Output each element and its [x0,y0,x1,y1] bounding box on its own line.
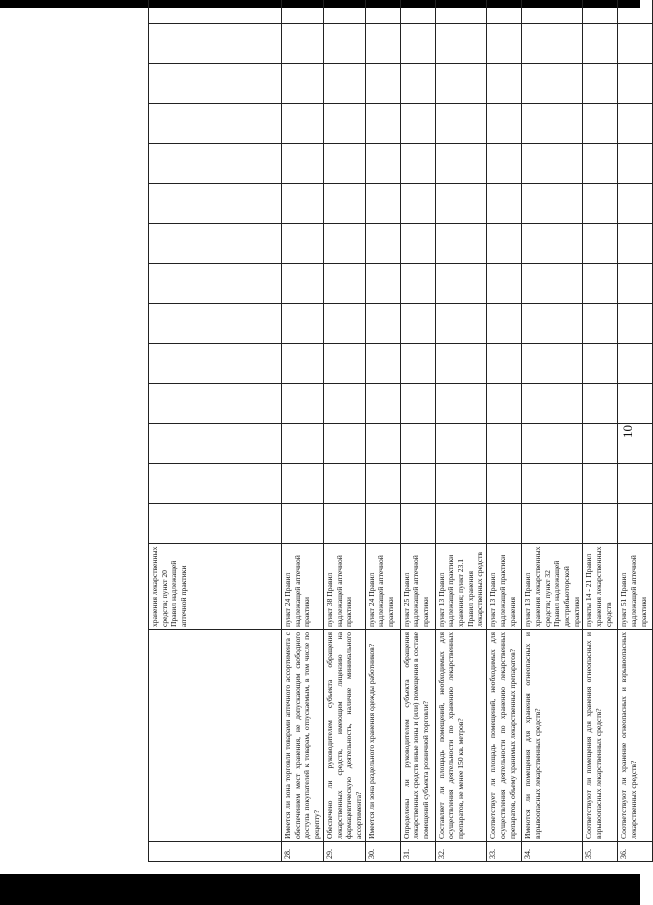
continuation-reference: хранения лекарственных средств; пункт 20 Правил надлежащей аптечной практики [149,544,282,630]
table-row [323,0,365,862]
row-number: 33. [487,842,522,862]
row-number: 35. [583,842,618,862]
row-reference: пункт 13 Правил хранения лекарственных средств; пункт 32 Правил надлежащей дистрибьюторской практики [522,544,583,630]
row-reference: пункт 38 Правил надлежащей аптечной практики [323,544,365,630]
table-row-continuation [149,0,282,862]
table-row [522,0,583,862]
row-number: 34. [522,842,583,862]
page-number: 10 [620,425,635,438]
row-question: Имеется ли зона раздельного хранения одежды работников? [365,630,400,842]
table-row [435,0,487,862]
row-question: Соответствуют ли помещения для хранения огнеопасных и взрывоопасных лекарственных средств? [583,630,618,842]
table-row [487,0,522,862]
table-row [583,0,618,862]
row-question: Обеспечено ли руководителем субъекта обращения лекарственных средств, имеющим лицензию на фармацевтическую деятельность, наличие минимального ассортимента? [323,630,365,842]
row-number: 29. [323,842,365,862]
row-question: Имеется ли зона торговли товарами аптечного ассортимента с обеспечением мест хранения, не допускающим свободного доступа покупателей к товарам, отпускаемым, в том числе по рецепту? [282,630,324,842]
table-row [618,0,653,862]
row-question: Составляет ли площадь помещений, необходимых для осуществления деятельности по хранению лекарственных препаратов, не менее 150 кв. метров? [435,630,487,842]
table-row [365,0,400,862]
row-reference: пункт 13 Правил надлежащей практики хранения [487,544,522,630]
checklist-sheet [148,24,648,862]
row-reference: пункты 14 - 21 Правил хранения лекарственных средств [583,544,618,630]
row-number: 32. [435,842,487,862]
checklist-table [148,0,653,862]
scan-border-bottom [0,874,640,905]
row-reference: пункт 24 Правил надлежащей аптечной практики [282,544,324,630]
row-reference: пункт 13 Правил надлежащей практики хранения; пункт 23.1 Правил хранения лекарственных средств [435,544,487,630]
row-number: 28. [282,842,324,862]
row-reference: пункт 24 Правил надлежащей аптечной практики [365,544,400,630]
row-number: 30. [365,842,400,862]
row-number: 36. [618,842,653,862]
row-reference: пункт 25 Правил надлежащей аптечной практики [400,544,435,630]
row-reference: пункт 51 Правил надлежащей аптечной практики [618,544,653,630]
row-question: Соответствуют ли хранение огнеопасных и взрывоопасных лекарственных средств? [618,630,653,842]
row-question: Соответствует ли площадь помещений, необходимых для осуществления деятельности по хранению лекарственных препаратов, объему хранимых лекарственных препаратов? [487,630,522,842]
row-question: Определены ли руководителем субъекта обращения лекарственных средств иные зоны и (или) помещения в составе помещений субъекта розничной торговли? [400,630,435,842]
row-number: 31. [400,842,435,862]
table-row [282,0,324,862]
row-question: Имеются ли помещения для хранения огнеопасных и взрывоопасных лекарственных средств? [522,630,583,842]
table-row [400,0,435,862]
